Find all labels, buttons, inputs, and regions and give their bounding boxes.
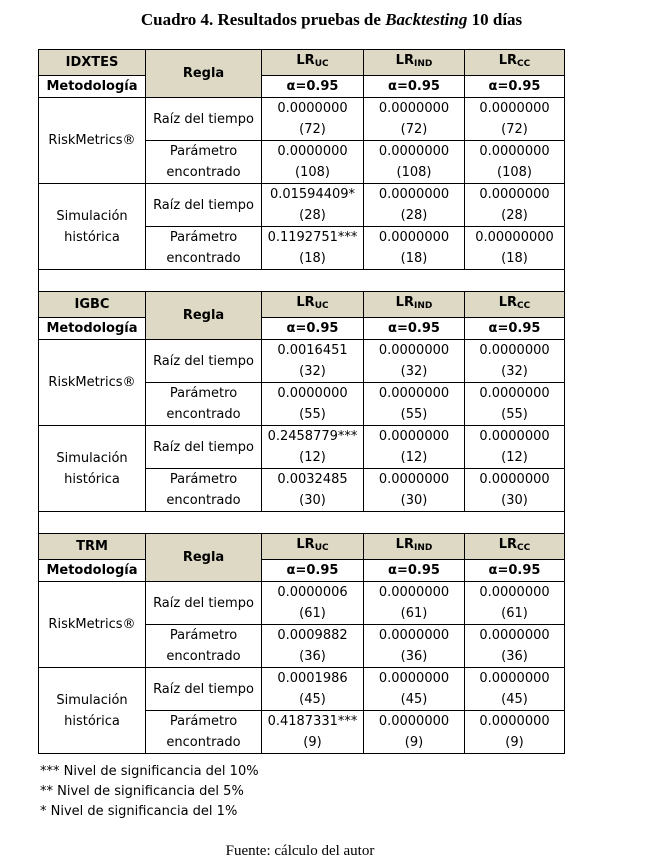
result-cell [364,426,465,469]
method-label: RiskMetrics® [39,98,146,184]
lr-value: 0.0000000 [378,343,450,358]
section-header-row [39,534,565,560]
exceedance-count: (61) [299,606,326,621]
title-prefix: Cuadro 4. Resultados pruebas de [140,10,386,29]
exceedance-count: (12) [400,450,428,465]
table-row [39,668,565,711]
exceedance-count: (32) [299,364,326,379]
lr-value: 0.0000000 [378,386,450,401]
lr-value: 0.0001986 [277,671,348,686]
alpha-value: α=0.95 [364,318,465,340]
result-cell [465,668,565,711]
lr-value: 0.0000000 [277,144,348,159]
exceedance-count: (28) [400,208,428,223]
result-cell [262,184,364,227]
result-cell [465,340,565,383]
result-cell [465,141,565,184]
lr-header-cc [465,50,565,76]
result-cell [262,141,364,184]
spacer-cell [39,270,565,292]
exceedance-count: (18) [299,251,326,266]
result-cell [262,625,364,668]
exceedance-count: (108) [396,165,432,180]
result-cell [364,184,465,227]
lr-main: LR [395,53,414,68]
section-spacer-row [39,512,565,534]
exceedance-count: (61) [400,606,428,621]
lr-main: LR [296,53,315,68]
rule-label: Parámetro encontrado [146,227,262,270]
rule-label: Parámetro encontrado [146,383,262,426]
exceedance-count: (72) [400,122,428,137]
rule-label: Raíz del tiempo [146,426,262,469]
rule-label: Parámetro encontrado [146,469,262,512]
rule-label: Raíz del tiempo [146,340,262,383]
note-1pct: * Nivel de significancia del 1% [40,804,238,819]
method-label: RiskMetrics® [39,582,146,668]
result-cell [465,625,565,668]
exceedance-count: (9) [404,735,424,750]
exceedance-count: (32) [400,364,428,379]
lr-header-ind [364,534,465,560]
lr-main: LR [395,295,414,310]
lr-subscript: CC [517,543,531,553]
exceedance-count: (12) [299,450,326,465]
method-label: Simulación histórica [39,426,146,512]
alpha-value: α=0.95 [262,560,364,582]
result-cell [262,227,364,270]
exceedance-count: (12) [501,450,528,465]
lr-value: 0.0000000 [479,472,550,487]
title-italic: Backtesting [385,10,468,29]
backtesting-table [38,49,565,754]
lr-value: 0.0000000 [378,187,450,202]
lr-subscript: IND [413,59,433,69]
lr-subscript: UC [314,543,329,553]
rule-label: Parámetro encontrado [146,711,262,754]
exceedance-count: (18) [501,251,528,266]
alpha-value: α=0.95 [364,76,465,98]
exceedance-count: (55) [299,407,326,422]
lr-subscript: CC [517,301,531,311]
rule-label: Raíz del tiempo [146,98,262,141]
exceedance-count: (30) [299,493,326,508]
lr-value: 0.0032485 [277,472,348,487]
lr-header-uc [262,292,364,318]
lr-value: 0.0000000 [479,187,550,202]
exceedance-count: (32) [501,364,528,379]
lr-value: 0.4187331*** [267,714,358,729]
lr-value: 0.0000006 [277,585,348,600]
spacer-cell [39,512,565,534]
result-cell [262,711,364,754]
result-cell [465,383,565,426]
exceedance-count: (36) [299,649,326,664]
alpha-value: α=0.95 [465,560,565,582]
section-name: IGBC [39,292,146,318]
lr-value: 0.0000000 [479,714,550,729]
lr-value: 0.0000000 [479,429,550,444]
alpha-value: α=0.95 [262,318,364,340]
lr-main: LR [296,537,315,552]
lr-main: LR [296,295,315,310]
lr-value: 0.1192751*** [267,230,358,245]
exceedance-count: (28) [501,208,528,223]
metodologia-header: Metodología [39,76,146,98]
lr-value: 0.0000000 [378,714,450,729]
exceedance-count: (108) [295,165,330,180]
exceedance-count: (30) [400,493,428,508]
alpha-value: α=0.95 [465,76,565,98]
regla-header: Regla [146,534,262,582]
lr-value: 0.0000000 [479,628,550,643]
exceedance-count: (61) [501,606,528,621]
exceedance-count: (108) [497,165,532,180]
rule-label: Raíz del tiempo [146,582,262,625]
method-label: Simulación histórica [39,184,146,270]
exceedance-count: (55) [501,407,528,422]
lr-value: 0.0000000 [378,671,450,686]
alpha-value: α=0.95 [465,318,565,340]
note-5pct: ** Nivel de significancia del 5% [40,784,244,799]
result-cell [364,227,465,270]
result-cell [465,711,565,754]
result-cell [364,469,465,512]
lr-header-ind [364,292,465,318]
result-cell [465,582,565,625]
exceedance-count: (28) [299,208,326,223]
result-cell [364,582,465,625]
section-header-row [39,50,565,76]
exceedance-count: (72) [299,122,326,137]
alpha-value: α=0.95 [364,560,465,582]
lr-value: 0.2458779*** [267,429,358,444]
table-title [0,10,663,30]
result-cell [262,383,364,426]
rule-label: Raíz del tiempo [146,668,262,711]
result-cell [465,98,565,141]
significance-notes [40,762,259,822]
result-cell [262,469,364,512]
metodologia-header: Metodología [39,318,146,340]
section-name: TRM [39,534,146,560]
exceedance-count: (9) [303,735,322,750]
table-row [39,184,565,227]
alpha-value: α=0.95 [262,76,364,98]
lr-header-ind [364,50,465,76]
note-10pct: *** Nivel de significancia del 10% [40,764,259,779]
result-cell [364,383,465,426]
lr-value: 0.0000000 [479,671,550,686]
section-spacer-row [39,270,565,292]
exceedance-count: (18) [400,251,428,266]
lr-value: 0.0000000 [378,144,450,159]
alpha-row [39,560,565,582]
rule-label: Parámetro encontrado [146,625,262,668]
lr-value: 0.0000000 [378,230,450,245]
lr-header-uc [262,50,364,76]
rule-label: Parámetro encontrado [146,141,262,184]
metodologia-header: Metodología [39,560,146,582]
lr-subscript: UC [314,59,329,69]
regla-header: Regla [146,292,262,340]
exceedance-count: (45) [501,692,528,707]
result-cell [262,426,364,469]
rule-label: Raíz del tiempo [146,184,262,227]
lr-header-uc [262,534,364,560]
alpha-row [39,318,565,340]
section-name: IDXTES [39,50,146,76]
lr-value: 0.01594409* [269,187,356,202]
lr-header-cc [465,534,565,560]
alpha-row [39,76,565,98]
lr-value: 0.0000000 [479,343,550,358]
result-cell [364,711,465,754]
lr-value: 0.00000000 [475,230,554,245]
lr-value: 0.0000000 [479,386,550,401]
result-cell [262,98,364,141]
exceedance-count: (36) [501,649,528,664]
result-cell [364,668,465,711]
exceedance-count: (72) [501,122,528,137]
title-suffix: 10 días [467,10,523,29]
section-header-row [39,292,565,318]
exceedance-count: (9) [505,735,524,750]
lr-subscript: UC [314,301,329,311]
result-cell [465,184,565,227]
exceedance-count: (30) [501,493,528,508]
lr-subscript: CC [517,59,531,69]
lr-value: 0.0000000 [479,144,550,159]
result-cell [364,625,465,668]
method-label: RiskMetrics® [39,340,146,426]
exceedance-count: (36) [400,649,428,664]
result-cell [465,227,565,270]
exceedance-count: (55) [400,407,428,422]
lr-value: 0.0000000 [479,101,550,116]
lr-value: 0.0000000 [479,585,550,600]
lr-value: 0.0000000 [378,472,450,487]
lr-value: 0.0000000 [277,386,348,401]
lr-value: 0.0000000 [277,101,348,116]
result-cell [364,340,465,383]
method-label: Simulación histórica [39,668,146,754]
regla-header: Regla [146,50,262,98]
result-cell [465,426,565,469]
lr-value: 0.0009882 [277,628,348,643]
table-row [39,426,565,469]
lr-value: 0.0000000 [378,429,450,444]
table-row [39,98,565,141]
lr-main: LR [498,295,518,310]
source-caption: Fuente: cálculo del autor [225,843,375,859]
lr-subscript: IND [413,543,433,553]
lr-header-cc [465,292,565,318]
lr-subscript: IND [413,301,433,311]
lr-value: 0.0000000 [378,101,450,116]
result-cell [262,582,364,625]
lr-value: 0.0000000 [378,585,450,600]
exceedance-count: (45) [299,692,326,707]
result-cell [262,668,364,711]
result-cell [364,98,465,141]
table-row [39,582,565,625]
table-row [39,340,565,383]
exceedance-count: (45) [400,692,428,707]
result-cell [364,141,465,184]
result-cell [262,340,364,383]
lr-value: 0.0000000 [378,628,450,643]
lr-main: LR [498,537,518,552]
lr-main: LR [498,53,518,68]
result-cell [465,469,565,512]
lr-main: LR [395,537,414,552]
lr-value: 0.0016451 [277,343,348,358]
